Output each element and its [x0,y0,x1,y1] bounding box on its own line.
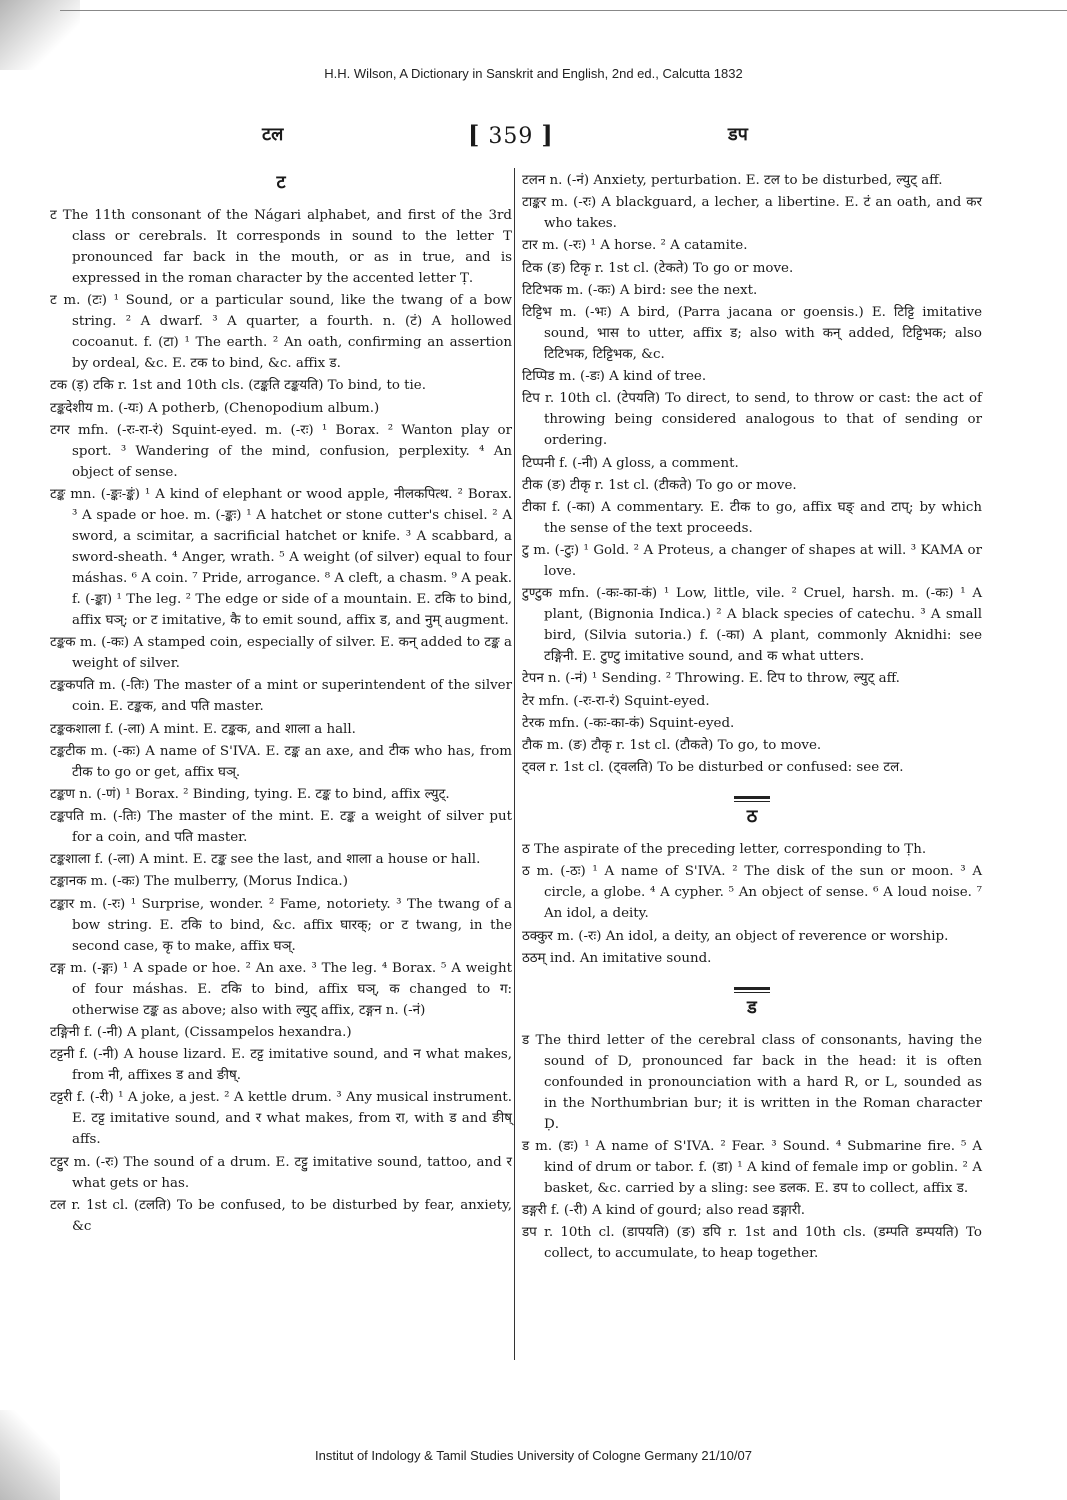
dictionary-entry: ठक्कुर m. (-रः) An idol, a deity, an object of reverence or worship. [522,928,949,944]
left-column [50,170,512,1238]
dictionary-entry: टीका f. (-का) A commentary. E. टीक to go, affix घङ् and टाप्; by which the sense of the text proceeds. [522,499,982,536]
source-footer: Institut of Indology & Tamil Studies University of Cologne Germany 21/10/07 [315,1448,752,1463]
dictionary-entry: टङ्कदेशीय m. (-यः) A potherb, (Chenopodium album.) [50,400,380,416]
dictionary-entry: ठ The aspirate of the preceding letter, corresponding to Ṭh. [522,842,927,858]
right-entries-da [522,1030,982,1265]
dictionary-entry: ट m. (टः) ¹ Sound, or a particular sound, like the twang of a bow string. ² A dwarf. ³ A quarter, a fourth. n. (टं) A hollowed cocoanut. f. (टा) ¹ The earth. ² An oath, confirming an assertion by ordeal, &c. E. टक to bind, &c. affix ड. [50,293,512,372]
dictionary-entry: टङ्कानक m. (-कः) The mulberry, (Morus Indica.) [50,874,348,890]
dictionary-entry: टेर mfn. (-रः-रा-रं) Squint-eyed. [522,693,710,709]
dictionary-entry: टङ्कशाला f. (-ला) A mint. E. टङ्क see the last, and शाला a house or hall. [50,852,481,868]
section-heading-tha-letter: ठ [746,806,758,828]
dictionary-entry: टिप्पिड m. (-डः) A kind of tree. [522,369,707,385]
guide-word-right: डप [728,124,748,145]
page-number-value: 359 [488,124,534,149]
section-rule [734,987,770,993]
dictionary-entry: टार m. (-रः) ¹ A horse. ² A catamite. [522,238,748,254]
section-heading-ta: ट [276,172,286,193]
guide-word-left: टल [262,124,284,145]
dictionary-entry: टल r. 1st cl. (टलति) To be confused, to be disturbed by fear, anxiety, &c [50,1197,512,1234]
dictionary-entry: टङ्कक m. (-कः) A stamped coin, especially of silver. E. कन् added to टङ्क a weight of silver. [50,635,512,672]
dictionary-entry: टिप r. 10th cl. (टेपयति) To direct, to send, to throw or cast: the act of throwing being considered analogous to that of sending or ordering. [522,391,982,449]
dictionary-entry: टङ्ककपति m. (-तिः) The master of a mint or superintendent of the silver coin. E. टङ्कक, and पति master. [50,678,512,715]
dictionary-entry: टु m. (-टुः) ¹ Gold. ² A Proteus, a changer of shapes at will. ³ KAMA or love. [522,543,982,580]
section-heading-tha [522,796,982,827]
section-heading-da [522,987,982,1018]
dictionary-entry: टक (ड़) टकि r. 1st and 10th cls. (टङ्कति टङ्कयति) To bind, to tie. [50,378,426,394]
dictionary-entry: टुण्टुक mfn. (-कः-का-कं) ¹ Low, little, vile. ² Cruel, harsh. m. (-कः) ¹ A plant, (Bignonia Indica.) ² A black species of catechu. ³ A small bird, (Silvia sutoria.) f. (-का) A plant, commonly Aknidhi: see टङ्गिनी. E. टुण्टु imitative sound, and क what utters. [522,586,982,665]
dictionary-entry: ड m. (डः) ¹ A name of S'IVA. ² Fear. ³ Sound. ⁴ Submarine fire. ⁵ A kind of drum or tabor. f. (डा) ¹ A kind of female imp or goblin. ² A basket, &c. carried by a sling: see डलक. E. डप to collect, affix ड. [522,1138,982,1196]
dictionary-entry: टङ्कार m. (-रः) ¹ Surprise, wonder. ² Fame, notoriety. ³ The twang of a bow string. E. टकि to bind, &c. affix घारक्; or ट twang, in the second case, कृ to make, affix घञ्. [50,896,512,954]
dictionary-entry: ठ m. (-ठः) ¹ A name of S'IVA. ² The disk of the sun or moon. ³ A circle, a globe. ⁴ A cypher. ⁵ An object of sense. ⁶ A loud noise. ⁷ An idol, a deity. [522,864,982,922]
dictionary-entry: टङ्क mn. (-ङ्कः-ङ्कं) ¹ A kind of elephant or wood apple, नीलकपित्थ. ² Borax. ³ A spade or hoe. m. (-ङ्कः) ¹ A hatchet or stone cutter's chisel. ² A sword, a scimitar, a sacrificial hatchet or knife. ³ A scabbard, a sword-sheath. ⁴ Anger, wrath. ⁵ A weight (of silver) equal to four máshas. ⁶ A coin. ⁷ Pride, arrogance. ⁸ A cleft, a chasm. ⁹ A peak. f. (-ङ्का) ¹ The leg. ² The edge or side of a mountain. E. टकि to bind, affix घञ्; or ट imitative, कै to emit sound, affix ड, and नुम् augment. [50,486,512,628]
dictionary-entry: टङ्कण n. (-णं) ¹ Borax. ² Binding, tying. E. टङ्क to bind, affix ल्युट्. [50,786,450,802]
dictionary-entry: टगर mfn. (-रः-रा-रं) Squint-eyed. m. (-रः) ¹ Borax. ² Wanton play or sport. ³ Wandering of the mind, confusion, perplexity. ⁴ An object of sense. [50,422,512,480]
dictionary-entry: टेपन n. (-नं) ¹ Sending. ² Throwing. E. टिप to throw, ल्युट् aff. [522,671,900,687]
dictionary-entry: टीक (ङ) टीकृ r. 1st cl. (टीकते) To go or move. [522,477,797,493]
left-entries [50,205,512,1237]
dictionary-entry: डङ्गरी f. (-री) A kind of gourd; also read डङ्गारी. [522,1203,805,1219]
page-number: [ 359 ] [468,120,554,149]
dictionary-entry: टौक m. (ङ) टौकृ r. 1st cl. (टौकते) To go, to move. [522,738,822,753]
dictionary-entry: टट्टरी f. (-री) ¹ A joke, a jest. ² A kettle drum. ³ Any musical instrument. E. टट्ट imitative sound, and र what makes, from रा, with ड and ङीष् affs. [50,1090,512,1148]
right-entries-ta [522,170,982,778]
page-header [0,118,1067,158]
dictionary-entry: टिटिभक m. (-कः) A bird: see the next. [522,282,758,298]
right-entries-tha [522,839,982,969]
dictionary-entry: टलन n. (-नं) Anxiety, perturbation. E. टल to be disturbed, ल्युट् aff. [522,173,943,188]
dictionary-entry: टङ्गिनी f. (-नी) A plant, (Cissampelos hexandra.) [50,1025,352,1040]
dictionary-entry: टङ्कटीक m. (-कः) A name of S'IVA. E. टङ्क an axe, and टीक who has, from टीक to go or get, affix घञ्. [50,743,512,780]
dictionary-entry: टिक (ङ) टिकृ r. 1st cl. (टेकते) To go or move. [522,260,794,276]
scan-edge-line [60,10,1067,11]
dictionary-entry: टेरक mfn. (-कः-का-कं) Squint-eyed. [522,715,735,731]
dictionary-entry: टङ्ग m. (-ङ्गः) ¹ A spade or hoe. ² An axe. ³ The leg. ⁴ Borax. ⁵ A weight of four máshas. E. टकि to bind, affix घञ्, क changed to ग: otherwise टङ्क as above; also with ल्युट् affix, टङ्गन n. (-नं) [50,960,512,1018]
dictionary-entry: टिप्पनी f. (-नी) A gloss, a comment. [522,455,739,471]
column-divider [514,168,515,1360]
dictionary-entry: टङ्कपति m. (-तिः) The master of the mint. E. टङ्क a weight of silver put for a coin, and पति master. [50,809,512,846]
dictionary-entry: ट The 11th consonant of the Nágari alphabet, and first of the 3rd class or cerebrals. It corresponds in sound to the letter T pronounced far back in the mouth, or as in true, and is expressed in the roman character by the accented letter Ṭ. [50,208,512,286]
source-header: H.H. Wilson, A Dictionary in Sanskrit and English, 2nd ed., Calcutta 1832 [324,66,743,81]
dictionary-entry: ड The third letter of the cerebral class of consonants, having the sound of D, pronounced far back in the head: it is often confounded in pronounciation with a hard R, or L, sounded as in the Northumbrian bur; it is written in the Roman character Ḍ. [522,1032,982,1132]
dictionary-entry: ट्वल r. 1st cl. (ट्वलति) To be disturbed or confused: see टल. [522,760,904,776]
dictionary-entry: टट्टुर m. (-रः) The sound of a drum. E. टट्टु imitative sound, tattoo, and र what gets or has. [50,1154,512,1191]
dictionary-entry: डप r. 10th cl. (डापयति) (ङ) डपि r. 1st and 10th cls. (डम्पति डम्पयति) To collect, to accumulate, to heap together. [522,1225,982,1262]
section-rule [734,796,770,802]
dictionary-entry: टङ्ककशाला f. (-ला) A mint. E. टङ्कक, and शाला a hall. [50,721,356,737]
dictionary-entry: ठठम् ind. An imitative sound. [522,950,712,966]
dictionary-entry: टाङ्कर m. (-रः) A blackguard, a lecher, a libertine. E. टं an oath, and कर who takes. [522,195,982,232]
section-heading-da-letter: ड [747,996,757,1018]
dictionary-entry: टट्टनी f. (-नी) A house lizard. E. टट्ट imitative sound, and न what makes, from नी, affixes ड and ङीष्. [50,1047,512,1084]
right-column [522,170,982,1266]
dictionary-entry: टिट्टिभ m. (-भः) A bird, (Parra jacana or goensis.) E. टिट्टि imitative sound, भास to utter, affix ड; also with कन् added, टिट्टिभक; also टिटिभक, टिट्टिभक, &c. [522,304,982,362]
